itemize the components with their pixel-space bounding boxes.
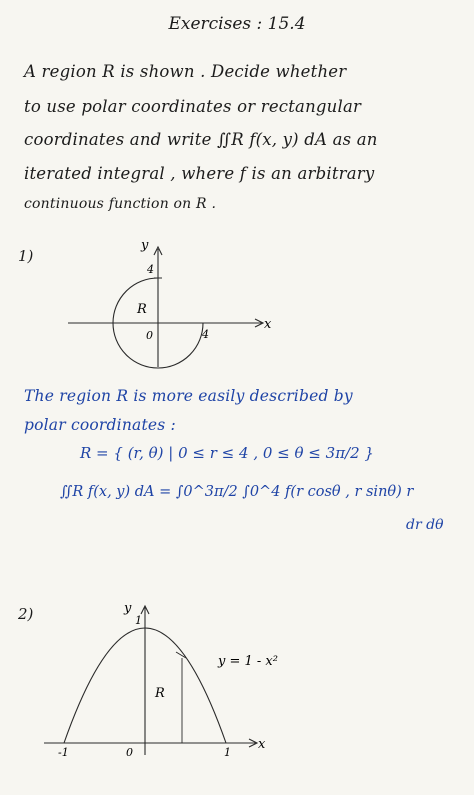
answer-1-integral: ∬R f(x, y) dA = ∫0^3π/2 ∫0^4 f(r cosθ , r sinθ) r xyxy=(60,484,414,500)
x-tick-label: 4 xyxy=(202,328,209,341)
prompt-line-3: coordinates and write ∬R f(x, y) dA as an xyxy=(24,130,378,149)
prompt-line-2: to use polar coordinates or rectangular xyxy=(24,97,362,116)
origin-label: 0 xyxy=(146,329,153,342)
right-tick-label: 1 xyxy=(224,746,231,759)
prompt-line-4: iterated integral , where f is an arbitrary xyxy=(24,164,375,183)
problem-2-number: 2) xyxy=(18,605,34,623)
answer-1-differential: dr dθ xyxy=(406,517,444,533)
y-axis-label: y xyxy=(124,601,132,616)
y-axis-label: y xyxy=(141,238,149,253)
region-label: R xyxy=(155,686,165,701)
region-label: R xyxy=(137,302,147,317)
y-tick-label: 1 xyxy=(135,614,142,627)
curve-label: y = 1 - x² xyxy=(218,654,278,669)
origin-label: 0 xyxy=(126,746,133,759)
x-axis-label: x xyxy=(264,317,272,332)
prompt-line-1: A region R is shown . Decide whether xyxy=(24,62,347,81)
answer-1-line-2: polar coordinates : xyxy=(24,416,176,434)
left-tick-label: -1 xyxy=(58,746,69,759)
problem-2-graph xyxy=(0,600,474,760)
page-title: Exercises : 15.4 xyxy=(168,14,306,34)
prompt-line-5: continuous function on R . xyxy=(24,196,217,212)
answer-1-line-1: The region R is more easily described by xyxy=(24,387,353,405)
problem-1-number: 1) xyxy=(18,247,34,265)
problem-1-graph xyxy=(0,235,474,375)
x-axis-label: x xyxy=(258,737,266,752)
y-tick-label: 4 xyxy=(147,263,154,276)
answer-1-region-set: R = { (r, θ) | 0 ≤ r ≤ 4 , 0 ≤ θ ≤ 3π/2 } xyxy=(80,444,374,462)
